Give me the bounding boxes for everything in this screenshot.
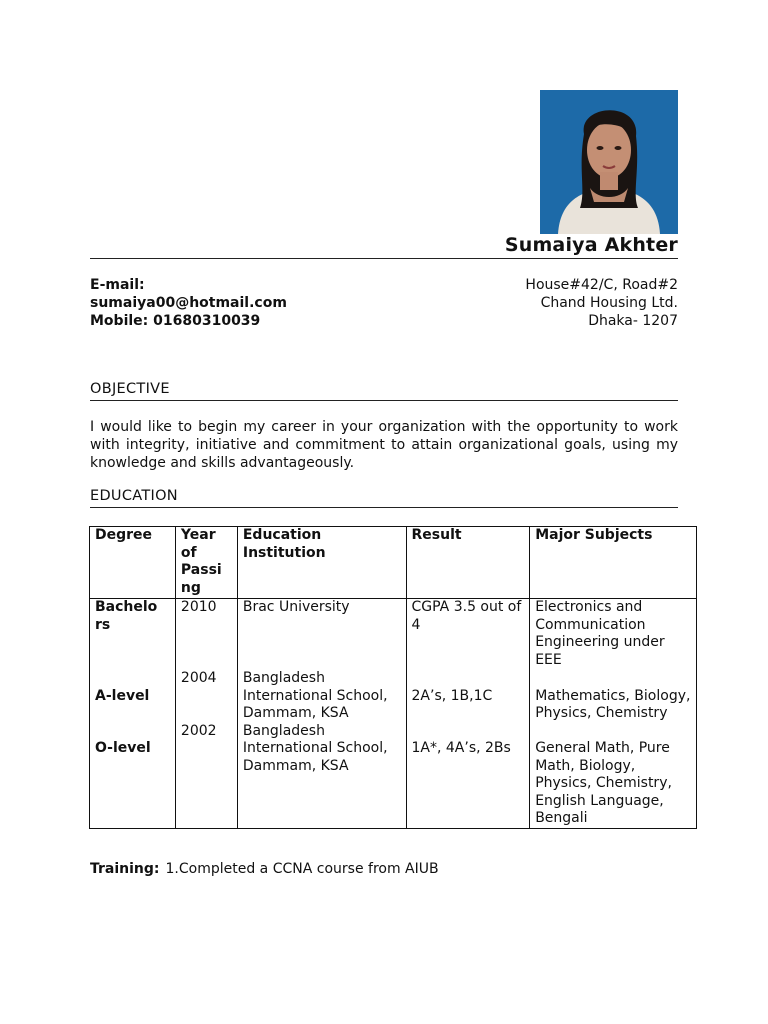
institution-cell: Bangladesh International School, Dammam, KSA — [237, 670, 406, 723]
training-label: Training: — [90, 861, 160, 877]
degree-cell: O-level — [90, 723, 176, 829]
result-cell: 1A*, 4A’s, 2Bs — [406, 723, 530, 829]
column-header-subjects: Major Subjects — [530, 527, 697, 599]
subjects-cell: General Math, Pure Math, Biology, Physics, Chemistry, English Language, Bengali — [530, 723, 697, 829]
year-cell: 2002 — [175, 723, 237, 829]
column-header-result: Result — [406, 527, 530, 599]
table-row — [90, 599, 697, 671]
profile-photo — [540, 90, 678, 234]
mobile-number: Mobile: 01680310039 — [90, 313, 261, 329]
degree-cell: A-level — [90, 670, 176, 723]
table-header-row — [90, 527, 697, 599]
objective-divider — [90, 400, 678, 401]
address-line-3: Dhaka- 1207 — [588, 313, 678, 329]
subjects-cell: Mathematics, Biology, Physics, Chemistry — [530, 670, 697, 723]
objective-heading: OBJECTIVE — [90, 381, 170, 397]
email-address[interactable]: sumaiya00@hotmail.com — [90, 295, 287, 311]
result-cell: CGPA 3.5 out of 4 — [406, 599, 530, 671]
candidate-name: Sumaiya Akhter — [504, 234, 678, 256]
year-cell: 2010 — [175, 599, 237, 671]
table-row — [90, 670, 697, 723]
column-header-year: Year of Passi ng — [175, 527, 237, 599]
education-divider — [90, 507, 678, 508]
email-label: E-mail: — [90, 277, 145, 293]
table-row — [90, 723, 697, 829]
contact-details — [90, 276, 287, 330]
objective-text: I would like to begin my career in your organization with the opportunity to work with integrity, initiative and commitment to attain organizational goals, using my knowledge and skills advantageously. — [90, 419, 678, 471]
education-heading: EDUCATION — [90, 488, 178, 504]
institution-cell: Bangladesh International School, Dammam, KSA — [237, 723, 406, 829]
postal-address — [525, 276, 678, 330]
education-table — [89, 526, 697, 829]
header-divider — [90, 258, 678, 259]
degree-cell: Bachelo rs — [90, 599, 176, 671]
column-header-institution: Education Institution — [237, 527, 406, 599]
training-line — [90, 861, 439, 877]
subjects-cell: Electronics and Communication Engineering under EEE — [530, 599, 697, 671]
training-text: 1.Completed a CCNA course from AIUB — [165, 861, 439, 877]
address-line-1: House#42/C, Road#2 — [525, 277, 678, 293]
column-header-degree: Degree — [90, 527, 176, 599]
address-line-2: Chand Housing Ltd. — [540, 295, 678, 311]
result-cell: 2A’s, 1B,1C — [406, 670, 530, 723]
institution-cell: Brac University — [237, 599, 406, 671]
year-cell: 2004 — [175, 670, 237, 723]
